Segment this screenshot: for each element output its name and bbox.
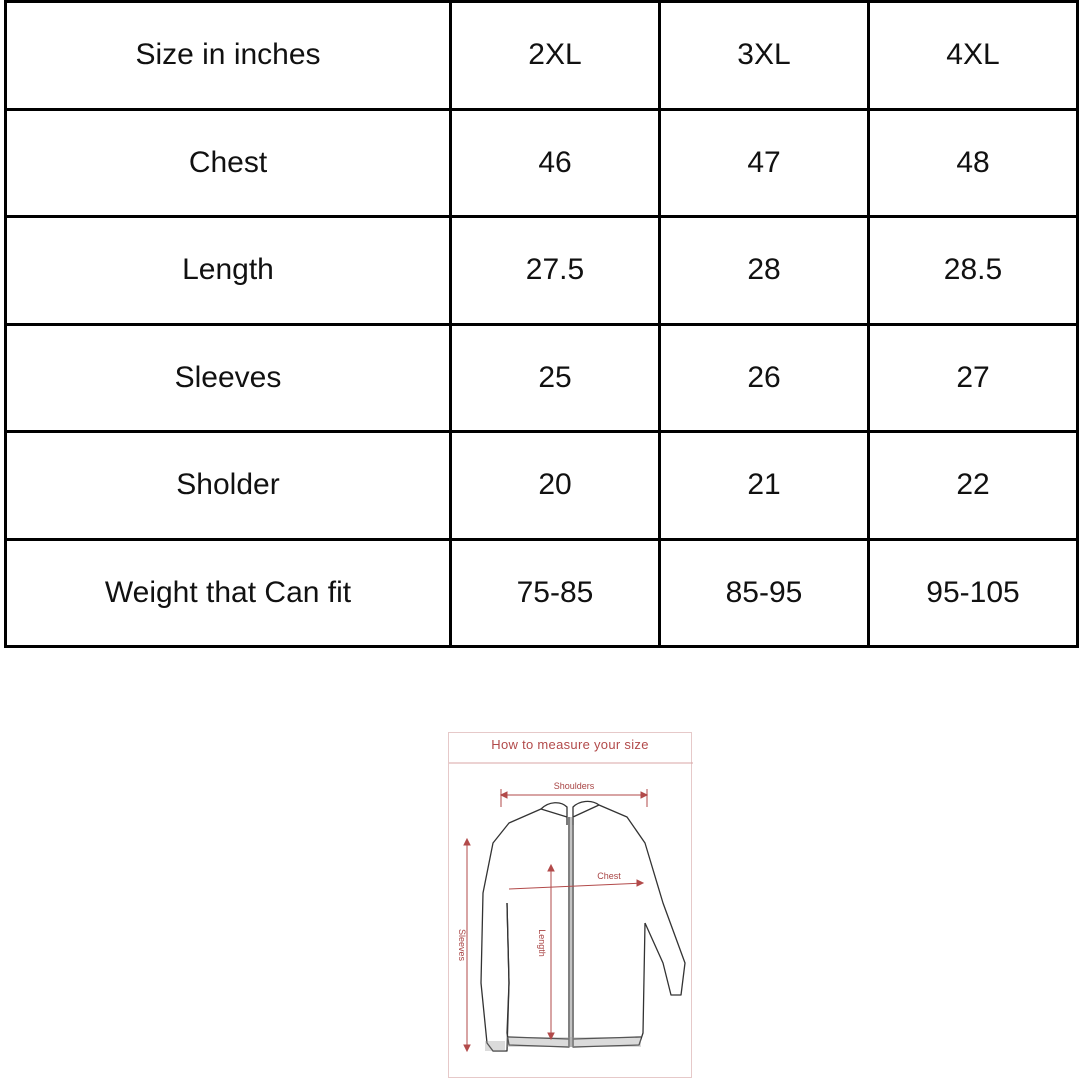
table-cell: 26	[660, 324, 869, 432]
table-row-shoulder	[6, 432, 1078, 540]
header-cell-2xl: 2XL	[451, 2, 660, 110]
length-label: Length	[537, 929, 547, 957]
table-cell: 25	[451, 324, 660, 432]
table-header-row	[6, 2, 1078, 110]
table-row-weight	[6, 539, 1078, 647]
table-cell: 22	[869, 432, 1078, 540]
table-cell: 21	[660, 432, 869, 540]
table-cell: 47	[660, 109, 869, 217]
header-cell-4xl: 4XL	[869, 2, 1078, 110]
row-label: Sleeves	[6, 324, 451, 432]
table-cell: 28.5	[869, 217, 1078, 325]
table-row-chest	[6, 109, 1078, 217]
table-cell: 75-85	[451, 539, 660, 647]
table-cell: 27	[869, 324, 1078, 432]
table-cell: 28	[660, 217, 869, 325]
header-cell-3xl: 3XL	[660, 2, 869, 110]
table-row-length	[6, 217, 1078, 325]
sleeves-label: Sleeves	[457, 928, 467, 962]
shoulders-label: Shoulders	[553, 781, 595, 791]
table-cell: 85-95	[660, 539, 869, 647]
table-cell: 27.5	[451, 217, 660, 325]
jacket-illustration	[449, 733, 693, 1079]
row-label: Chest	[6, 109, 451, 217]
row-label: Weight that Can fit	[6, 539, 451, 647]
size-chart-table	[4, 0, 1079, 648]
table-row-sleeves	[6, 324, 1078, 432]
table-cell: 46	[451, 109, 660, 217]
table-cell: 95-105	[869, 539, 1078, 647]
row-label: Length	[6, 217, 451, 325]
header-cell-label: Size in inches	[6, 2, 451, 110]
chest-label: Chest	[597, 871, 621, 881]
measurement-guide-image	[448, 732, 692, 1078]
table-cell: 48	[869, 109, 1078, 217]
row-label: Sholder	[6, 432, 451, 540]
guide-title: How to measure your size	[491, 737, 649, 752]
table-cell: 20	[451, 432, 660, 540]
